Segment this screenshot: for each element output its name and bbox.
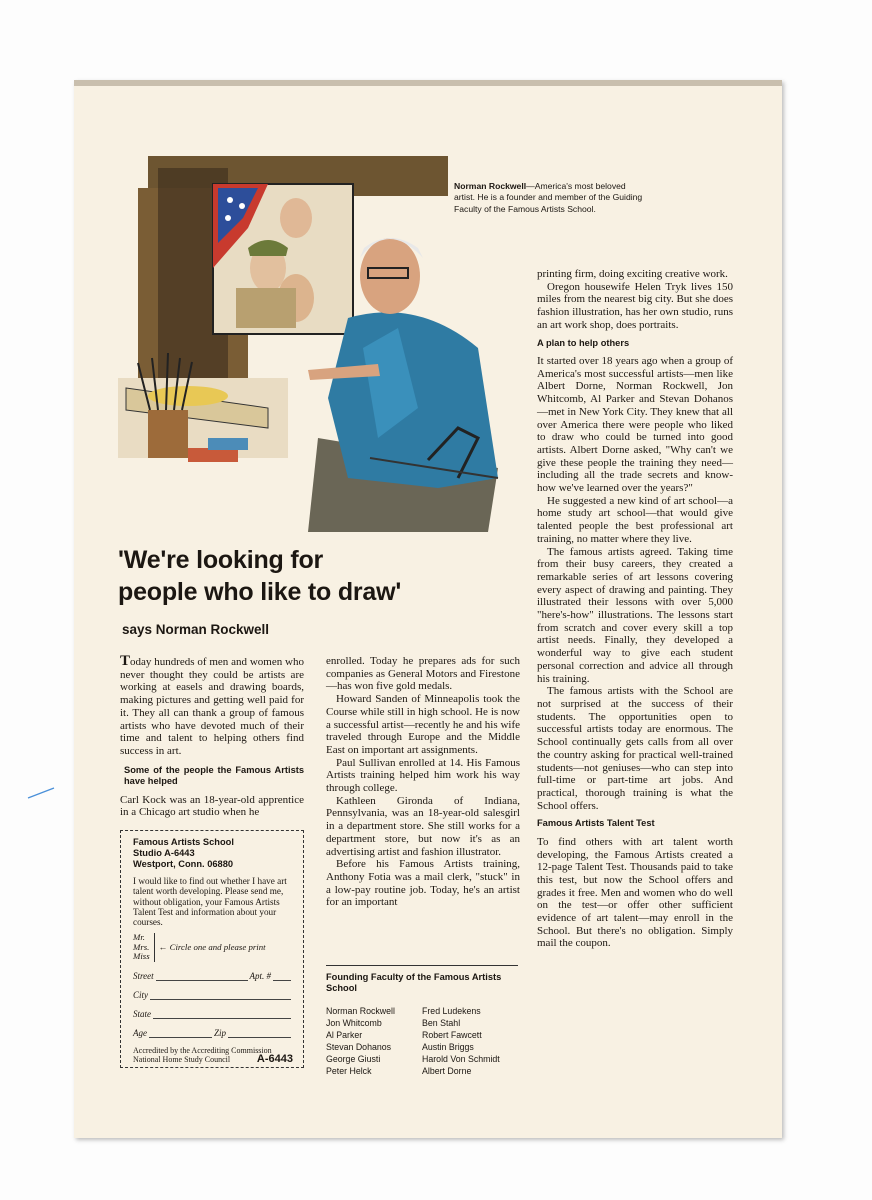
coupon-address xyxy=(133,837,293,870)
accreditation xyxy=(133,1046,293,1064)
col2-paragraph-3: Paul Sullivan enrolled at 14. His Famous Artists training helped him work his way through college. xyxy=(326,756,520,795)
col2-paragraph-5: Before his Famous Artists training, Anthony Fotia was a mail clerk, "stuck" in a low-pay routine job. Today, he's an artist for an important xyxy=(326,858,520,909)
norman-rockwell-illustration xyxy=(118,148,510,532)
apt-field[interactable] xyxy=(273,971,291,981)
zip-label: Zip xyxy=(214,1027,227,1038)
title-instruction: ← Circle one and please print xyxy=(158,941,266,952)
headline-line-1: 'We're looking for xyxy=(118,546,324,574)
faculty-member: Harold Von Schmidt xyxy=(422,1053,500,1064)
col3-paragraph-7: To find others with art talent worth developing, the Famous Artists created a 12-page Talent Test. Thousands paid to take this test, but now the School offers and grades it free. Men and women who do well on the test—or offer other sufficient evidence of art talent—may enroll in the School. But there's no obligation. Simply mail the coupon. xyxy=(537,835,733,950)
drop-cap: T xyxy=(120,653,131,669)
intro-text: oday hundreds of men and women who never thought they could be artists are working at easels and drawing boards, making pictures and getting well paid for it. They all can thank a group of famous artists who have devoted much of their time and talent to helping others find success in art. xyxy=(120,656,304,757)
faculty-member: Jon Whitcomb xyxy=(326,1017,382,1028)
zip-field[interactable] xyxy=(228,1028,291,1038)
col3-paragraph-1: printing firm, doing exciting creative work. xyxy=(537,268,728,280)
street-label: Street xyxy=(133,970,154,981)
faculty-list-left xyxy=(326,1005,422,1077)
coupon-city: Westport, Conn. 06880 xyxy=(133,859,234,869)
section-head-people-helped: Some of the people the Famous Artists have helped xyxy=(124,764,304,787)
faculty-list-right xyxy=(422,1005,518,1077)
carl-kock-paragraph: Carl Kock was an 18-year-old apprentice in a Chicago art studio when he xyxy=(120,793,304,819)
illustration-caption xyxy=(454,181,644,215)
faculty-heading: Founding Faculty of the Famous Artists School xyxy=(326,972,502,994)
headline xyxy=(118,544,498,608)
faculty-member: Al Parker xyxy=(326,1029,363,1040)
col3-paragraph-5: The famous artists agreed. Taking time from their busy careers, they created a remarkable series of art lessons covering every aspect of drawing and painting. They illustrated their lessons with over 5,000 "here's-how" illustrations. The lessons start from scratch and cover every skill a top artist needs. Finally, they developed a wonderful way to give each student personal correction and advice all through his training. xyxy=(537,545,733,685)
subhead: says Norman Rockwell xyxy=(122,622,270,637)
page-edge xyxy=(74,80,782,86)
faculty-member: Fred Ludekens xyxy=(422,1005,481,1016)
title-mrs[interactable]: Mrs. xyxy=(133,941,150,952)
caption-text: —America's most beloved artist. He is a founder and member of the Guiding Faculty of the Famous Artists School. xyxy=(454,181,643,214)
accreditation-text: Accredited by the Accrediting Commission National Home Study Council xyxy=(133,1045,272,1064)
col3-paragraph-6: The famous artists with the School are not surprised at the success of their students. The opportunities open to successful artists today are enormous. The School continually gets calls from all over the country asking for practical well-trained students—not geniuses—who can step into full-time or part-time art jobs. And practical, thorough training is what the School offers. xyxy=(537,685,733,812)
city-field[interactable] xyxy=(150,990,291,1000)
age-zip-row xyxy=(133,1028,293,1038)
intro-paragraph xyxy=(120,655,304,758)
state-field[interactable] xyxy=(153,1009,291,1019)
title-mr[interactable]: Mr. xyxy=(133,932,145,943)
faculty-member: Ben Stahl xyxy=(422,1017,461,1028)
column-3 xyxy=(537,268,733,950)
col3-paragraph-4: He suggested a new kind of art school—a home study art school—that would give talented people the best professional art training, no matter where they live. xyxy=(537,494,733,545)
col2-paragraph-2: Howard Sanden of Minneapolis took the Course while still in high school. He is now a successful artist—recently he and his wife traveled through Europe and the Middle East on important art assignments. xyxy=(326,693,520,756)
faculty-list xyxy=(326,1005,518,1077)
col2-paragraph-1: enrolled. Today he prepares ads for such companies as General Motors and Firestone—has won five gold medals. xyxy=(326,655,520,693)
age-label: Age xyxy=(133,1027,147,1038)
col3-paragraph-2: Oregon housewife Helen Tryk lives 150 miles from the nearest big city. But she does fashion illustration, has her own studio, runs an art work shop, does portraits. xyxy=(537,280,733,331)
section-head-plan: A plan to help others xyxy=(537,337,630,348)
faculty-member: Austin Briggs xyxy=(422,1041,474,1052)
column-2 xyxy=(326,655,520,909)
coupon-request-text: I would like to find out whether I have art talent worth developing. Please send me, without obligation, your Famous Artists Talent Test and information about your courses. xyxy=(133,876,287,928)
headline-line-2: people who like to draw' xyxy=(118,578,402,606)
magazine-page xyxy=(74,80,782,1138)
faculty-member: Norman Rockwell xyxy=(326,1005,395,1016)
section-head-talent-test: Famous Artists Talent Test xyxy=(537,818,655,829)
faculty-member: Peter Helck xyxy=(326,1065,372,1076)
title-miss[interactable]: Miss xyxy=(133,951,150,962)
blue-pen-mark xyxy=(26,786,56,800)
coupon-studio: Studio A-6443 xyxy=(133,848,195,858)
city-label: City xyxy=(133,989,148,1000)
street-field[interactable] xyxy=(156,971,248,981)
title-options xyxy=(133,933,155,962)
title-selector[interactable] xyxy=(133,933,293,962)
apt-label: Apt. # xyxy=(249,970,271,981)
coupon[interactable] xyxy=(120,830,304,1068)
faculty-member: Albert Dorne xyxy=(422,1065,472,1076)
faculty-member: Robert Fawcett xyxy=(422,1029,482,1040)
state-label: State xyxy=(133,1008,151,1019)
founding-faculty-box xyxy=(326,965,518,1077)
col2-paragraph-4: Kathleen Gironda of Indiana, Pennsylvania, was an 18-year-old salesgirl in a department store. She still works for a department store, but now it's as an advertising artist and fashion illustrator. xyxy=(326,794,520,858)
street-field-row xyxy=(133,971,293,981)
faculty-member: Stevan Dohanos xyxy=(326,1041,392,1052)
state-field-row xyxy=(133,1009,293,1019)
faculty-rule xyxy=(326,965,518,966)
city-field-row xyxy=(133,990,293,1000)
coupon-code: A-6443 xyxy=(256,1052,293,1065)
caption-name: Norman Rockwell xyxy=(454,181,527,191)
age-field[interactable] xyxy=(149,1028,212,1038)
faculty-member: George Giusti xyxy=(326,1053,381,1064)
column-1 xyxy=(120,655,304,819)
col3-paragraph-3: It started over 18 years ago when a group of America's most successful artists—men like Albert Dorne, Norman Rockwell, Jon Whitcomb, Al Parker and Stevan Dohanos—met in New York City. They knew that all over America there were people who liked to draw who could be turned into good artists. Albert Dorne asked, "Why can't we give these people the training they need—including all the trade secrets and know-how we've learned over the years?" xyxy=(537,355,733,495)
coupon-school-name: Famous Artists School xyxy=(133,837,234,847)
